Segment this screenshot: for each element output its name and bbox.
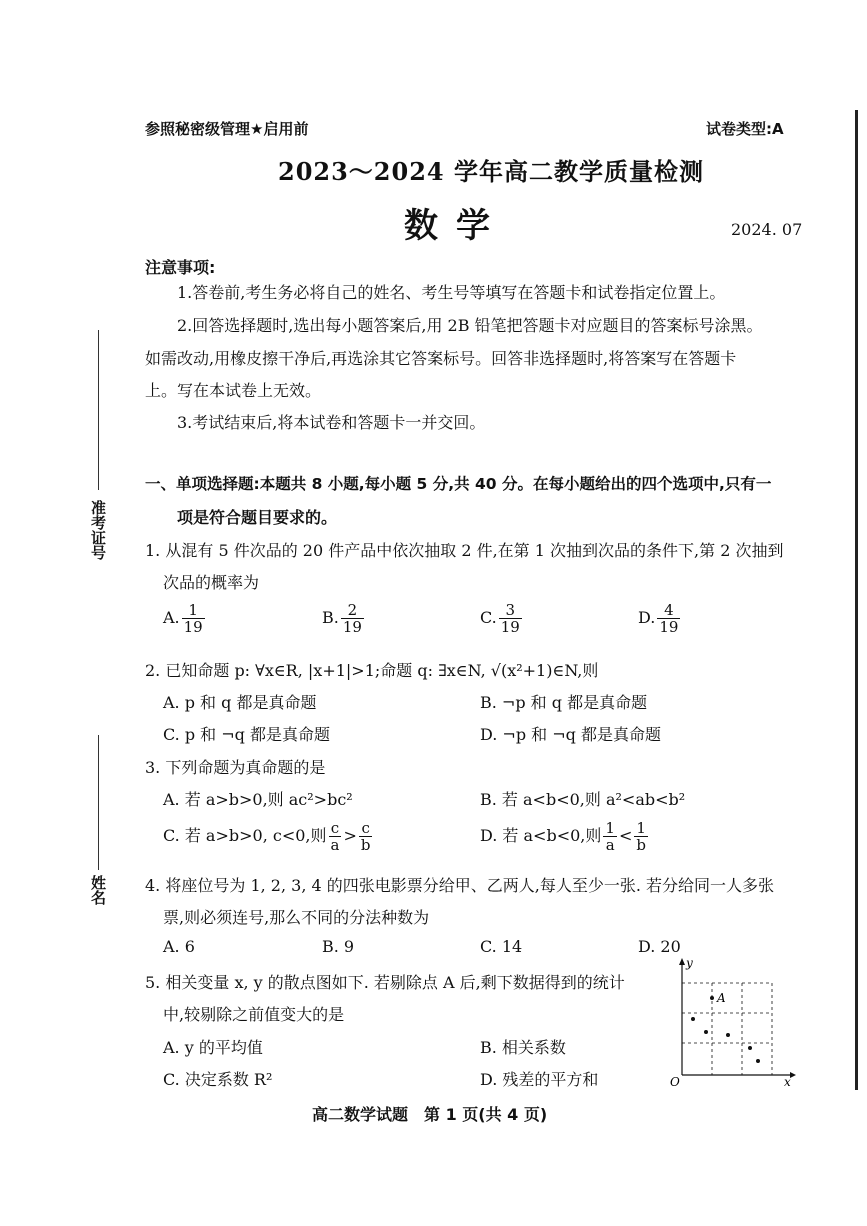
- question-4-stem: 4. 将座位号为 1, 2, 3, 4 的四张电影票分给甲、乙两人,每人至少一张. 若分给同一人多张: [145, 876, 775, 895]
- svg-text:x: x: [784, 1075, 791, 1087]
- q1-option-c: C. $\frac{3}{19}$: [480, 601, 520, 636]
- q4-option-d: D. 20: [638, 937, 681, 956]
- q5-option-d: D. 残差的平方和: [480, 1070, 599, 1089]
- q2-option-c: C. p 和 ¬q 都是真命题: [163, 725, 330, 744]
- question-3-stem: 3. 下列命题为真命题的是: [145, 758, 326, 777]
- notice-item: 上。写在本试卷上无效。: [145, 381, 322, 400]
- svg-text:y: y: [686, 956, 693, 970]
- subject-title: 数学: [404, 206, 508, 246]
- question-1-stem: 1. 从混有 5 件次品的 20 件产品中依次抽取 2 件,在第 1 次抽到次品的条件下,第 2 次抽到: [145, 541, 784, 560]
- q1-option-a: A. $\frac{1}{19}$: [163, 601, 203, 636]
- q3-option-b: B. 若 a<b<0,则 a²<ab<b²: [480, 790, 686, 809]
- q3-option-c: C. 若 a>b>0, c<0,则 $\frac{c}{a}$ > $\frac{c}{b}$: [163, 819, 371, 854]
- q1-option-b: B. $\frac{2}{19}$: [322, 601, 362, 636]
- q4-option-a: A. 6: [163, 937, 195, 956]
- page-edge-line: [855, 110, 858, 1090]
- question-4-stem-cont: 票,则必须连号,那么不同的分法种数为: [163, 908, 430, 927]
- svg-text:O: O: [670, 1075, 680, 1087]
- q2-option-a: A. p 和 q 都是真命题: [163, 693, 317, 712]
- svg-text:A: A: [717, 991, 726, 1005]
- q2-option-d: D. ¬p 和 ¬q 都是真命题: [480, 725, 661, 744]
- q3-option-d: D. 若 a<b<0,则 $\frac{1}{a}$ < $\frac{1}{b}$: [480, 819, 646, 854]
- question-2-stem: 2. 已知命题 p: ∀x∈R, |x+1|>1;命题 q: ∃x∈N, √(x²+1)∈N,则: [145, 661, 599, 680]
- q3-option-a: A. 若 a>b>0,则 ac²>bc²: [163, 790, 353, 809]
- page-footer: 高二数学试题 第 1 页(共 4 页): [312, 1105, 548, 1124]
- question-5-stem-cont: 中,较剔除之前值变大的是: [163, 1005, 345, 1024]
- notice-heading: 注意事项:: [145, 258, 216, 277]
- question-5-stem: 5. 相关变量 x, y 的散点图如下. 若剔除点 A 后,剩下数据得到的统计: [145, 973, 625, 992]
- q4-option-b: B. 9: [322, 937, 355, 956]
- section-heading: 一、单项选择题:本题共 8 小题,每小题 5 分,共 40 分。在每小题给出的四个选项中,只有一: [145, 475, 772, 493]
- q5-option-c: C. 决定系数 R²: [163, 1070, 273, 1089]
- exam-id-line: [98, 330, 99, 490]
- notice-item: 如需改动,用橡皮擦干净后,再选涂其它答案标号。回答非选择题时,将答案写在答题卡: [145, 349, 737, 368]
- name-line: [98, 735, 99, 870]
- exam-title: 2023～2024 学年高二教学质量检测: [278, 157, 704, 186]
- q1-option-d: D. $\frac{4}{19}$: [638, 601, 679, 636]
- q4-option-c: C. 14: [480, 937, 523, 956]
- exam-date: 2024. 07: [731, 220, 803, 239]
- q5-option-b: B. 相关系数: [480, 1038, 566, 1057]
- name-label: 姓名: [89, 875, 107, 905]
- scatter-plot-figure: [660, 955, 800, 1087]
- exam-id-label: 准考证号: [89, 500, 107, 560]
- notice-item: 3.考试结束后,将本试卷和答题卡一并交回。: [177, 413, 486, 432]
- question-1-stem-cont: 次品的概率为: [163, 573, 260, 592]
- q5-option-a: A. y 的平均值: [163, 1038, 263, 1057]
- q2-option-b: B. ¬p 和 q 都是真命题: [480, 693, 648, 712]
- paper-type-label: 试卷类型:A: [706, 120, 784, 138]
- section-heading-cont: 项是符合题目要求的。: [177, 508, 338, 527]
- notice-item: 1.答卷前,考生务必将自己的姓名、考生号等填写在答题卡和试卷指定位置上。: [177, 283, 726, 302]
- confidentiality-label: 参照秘密级管理★启用前: [145, 120, 309, 138]
- notice-item: 2.回答选择题时,选出每小题答案后,用 2B 铅笔把答题卡对应题目的答案标号涂黑。: [177, 316, 763, 335]
